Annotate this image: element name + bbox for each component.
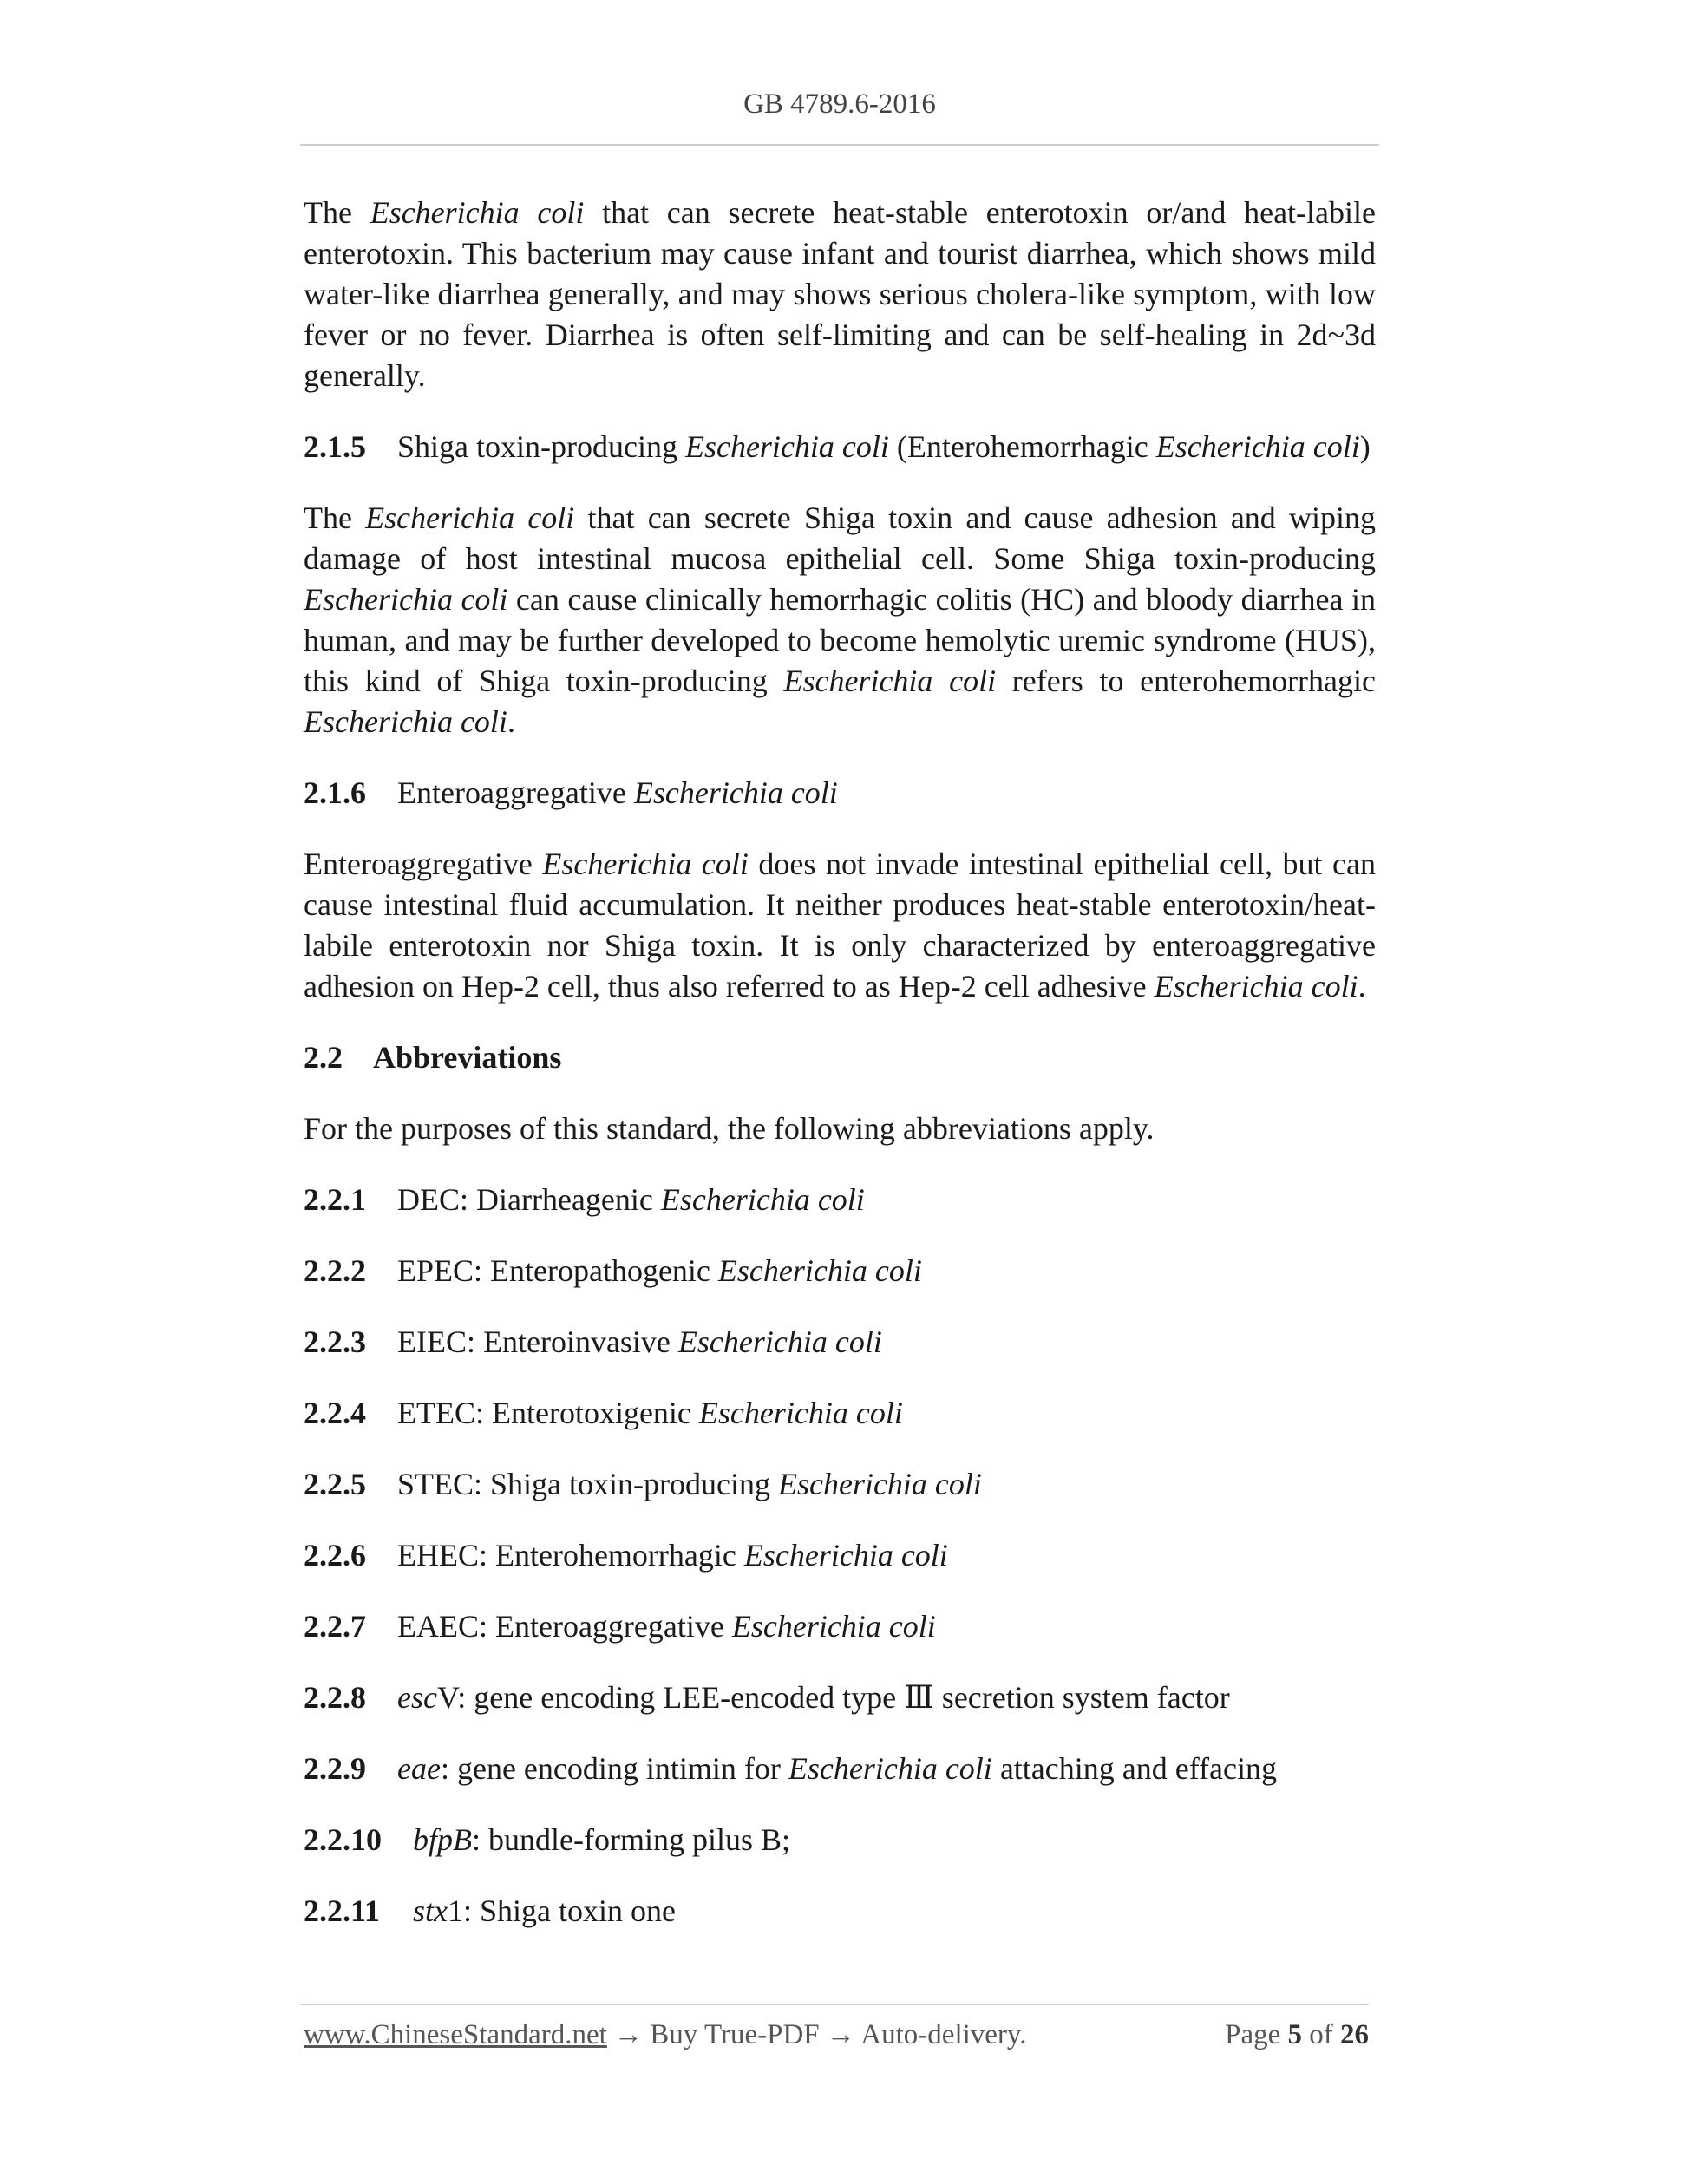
abbreviation-item: 2.2.1 DEC: Diarrheagenic Escherichia coli	[304, 1180, 1376, 1220]
clause-number: 2.2.6	[304, 1538, 366, 1573]
clause-number: 2.2.5	[304, 1467, 366, 1501]
clause-number: 2.1.5	[304, 429, 366, 464]
clause-number: 2.2.7	[304, 1609, 366, 1644]
section-2-2-heading	[304, 1037, 1376, 1078]
clause-2-1-5-body: The Escherichia coli that can secrete Shiga toxin and cause adhesion and wiping damage of host intestinal mucosa epithelial cell. Some Shiga toxin-producing Escherichia coli can cause clinically hemorrhagic colitis (HC) and bloody diarrhea in human, and may be further developed to become hemolytic uremic syndrome (HUS), this kind of Shiga toxin-producing Escherichia coli refers to enterohemorrhagic Escherichia coli.	[304, 500, 1377, 739]
document-header: GB 4789.6-2016	[743, 88, 936, 120]
intro-paragraph: The Escherichia coli that can secrete heat-stable enterotoxin or/and heat-labile enterotoxin. This bacterium may cause infant and tourist diarrhea, which shows mild water-like diarrhea generally, and may shows serious cholera-like symptom, with low fever or no fever. Diarrhea is often self-limiting and can be self-healing in 2d~3d generally.	[304, 195, 1377, 393]
clause-number: 2.2.3	[304, 1324, 366, 1359]
clause-number: 2.2.1	[304, 1182, 366, 1217]
clause-number: 2.2.2	[304, 1253, 366, 1288]
clause-2-2-8: 2.2.8 escV: gene encoding LEE-encoded type Ⅲ secretion system factor	[304, 1680, 1230, 1715]
page-body	[304, 193, 1376, 1962]
abbreviation-list	[304, 1180, 1376, 1647]
footer-divider	[300, 2004, 1369, 2005]
purchase-note: → Buy True-PDF → Auto-delivery.	[606, 2019, 1027, 2050]
clause-2-1-5-heading: 2.1.5 Shiga toxin-producing Escherichia coli (Enterohemorrhagic Escherichia coli)	[304, 427, 1376, 468]
abbreviation-item: 2.2.2 EPEC: Enteropathogenic Escherichia coli	[304, 1251, 1376, 1291]
clause-number: 2.2.4	[304, 1396, 366, 1430]
clause-2-1-6-body: Enteroaggregative Escherichia coli does not invade intestinal epithelial cell, but can cause intestinal fluid accumulation. It neither produces heat-stable enterotoxin/heat-labile enterotoxin nor Shiga toxin. It is only characterized by enteroaggregative adhesion on Hep-2 cell, thus also referred to as Hep-2 cell adhesive Escherichia coli.	[304, 847, 1376, 1004]
abbreviation-item: 2.2.6 EHEC: Enterohemorrhagic Escherichia coli	[304, 1535, 1376, 1576]
clause-2-2-9: 2.2.9 eae: gene encoding intimin for Escherichia coli attaching and effacing	[304, 1751, 1277, 1786]
website-link[interactable]: www.ChineseStandard.net	[304, 2019, 607, 2050]
clause-2-1-6-heading: 2.1.6 Enteroaggregative Escherichia coli	[304, 773, 1376, 814]
current-page: 5	[1287, 2019, 1302, 2050]
page-indicator: Page 5 of 26	[1225, 2019, 1369, 2050]
abbreviation-item: 2.2.4 ETEC: Enterotoxigenic Escherichia coli	[304, 1393, 1376, 1434]
clause-number: 2.1.6	[304, 775, 366, 810]
section-2-2-intro: For the purposes of this standard, the following abbreviations apply.	[304, 1111, 1155, 1146]
header-divider	[300, 144, 1379, 146]
clause-2-2-10: 2.2.10 bfpB: bundle-forming pilus B;	[304, 1822, 790, 1857]
section-number: 2.2	[304, 1040, 343, 1075]
abbreviation-item: 2.2.5 STEC: Shiga toxin-producing Escherichia coli	[304, 1464, 1376, 1505]
abbreviation-item: 2.2.7 EAEC: Enteroaggregative Escherichia coli	[304, 1606, 1376, 1647]
section-title: Abbreviations	[373, 1040, 562, 1075]
total-pages: 26	[1340, 2019, 1369, 2050]
abbreviation-item: 2.2.3 EIEC: Enteroinvasive Escherichia coli	[304, 1322, 1376, 1363]
clause-2-2-11: 2.2.11 stx1: Shiga toxin one	[304, 1893, 676, 1928]
